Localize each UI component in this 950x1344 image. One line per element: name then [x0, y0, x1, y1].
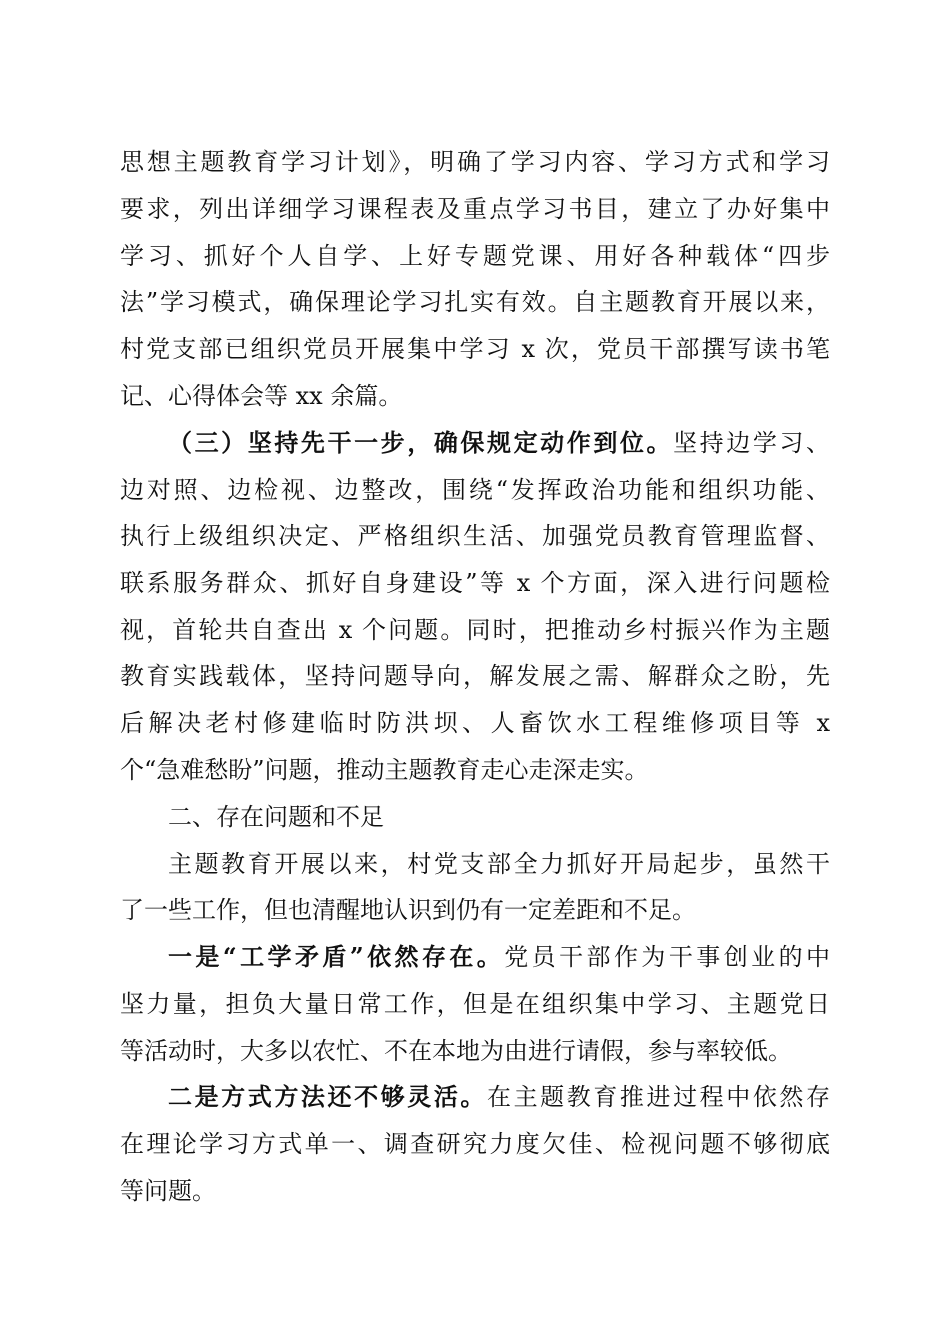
- para5-line-1: [168, 1082, 830, 1112]
- para2-line-1-rest: 坚持边学习、: [673, 429, 831, 457]
- para1-line-6: 记、心得体会等 xx 余篇。: [120, 382, 403, 410]
- para1-line-5: 村党支部已组织党员开展集中学习 x 次，党员干部撰写读书笔: [120, 335, 830, 363]
- para4-line-1-rest: 党员干部作为干事创业的中: [504, 943, 831, 971]
- para2-line-1: [168, 428, 830, 458]
- para1-line-1: 思想主题教育学习计划》，明确了学习内容、学习方式和学习: [120, 148, 830, 176]
- para1-line-4: 法”学习模式，确保理论学习扎实有效。自主题教育开展以来，: [120, 288, 830, 316]
- para4-line-3: 等活动时，大多以农忙、不在本地为由进行请假，参与率较低。: [120, 1037, 792, 1065]
- para5-line-2: 在理论学习方式单一、调查研究力度欠佳、检视问题不够彻底: [120, 1130, 830, 1158]
- para4-line-2: 坚力量，担负大量日常工作，但是在组织集中学习、主题党日: [120, 990, 830, 1018]
- para4-lead: 一是“工学矛盾”依然存在。: [168, 942, 505, 971]
- para2-line-7: 后解决老村修建临时防洪坝、人畜饮水工程维修项目等 x: [120, 709, 830, 737]
- para3-line-1: 主题教育开展以来，村党支部全力抓好开局起步，虽然干: [168, 850, 830, 878]
- para5-line-1-rest: 在主题教育推进过程中依然存: [487, 1083, 830, 1111]
- para1-line-2: 要求，列出详细学习课程表及重点学习书目，建立了办好集中: [120, 195, 830, 223]
- para1-line-3: 学习、抓好个人自学、上好专题党课、用好各种载体“四步: [120, 242, 830, 270]
- para3-line-2: 了一些工作，但也清醒地认识到仍有一定差距和不足。: [120, 896, 696, 924]
- para5-lead: 二是方式方法还不够灵活。: [168, 1082, 487, 1111]
- para2-lead: （三）坚持先干一步，确保规定动作到位。: [168, 428, 674, 457]
- para2-line-3: 执行上级组织决定、严格组织生活、加强党员教育管理监督、: [120, 522, 830, 550]
- para5-line-3: 等问题。: [120, 1177, 216, 1205]
- para2-line-6: 教育实践载体，坚持问题导向，解发展之需、解群众之盼，先: [120, 662, 830, 690]
- section-heading: 二、存在问题和不足: [168, 803, 384, 831]
- para2-line-2: 边对照、边检视、边整改，围绕“发挥政治功能和组织功能、: [120, 476, 830, 504]
- para2-line-5: 视，首轮共自查出 x 个问题。同时，把推动乡村振兴作为主题: [120, 616, 830, 644]
- para2-line-4: 联系服务群众、抓好自身建设”等 x 个方面，深入进行问题检: [120, 569, 830, 597]
- para4-line-1: [168, 942, 830, 972]
- para2-line-8: 个“急难愁盼”问题，推动主题教育走心走深走实。: [120, 756, 649, 784]
